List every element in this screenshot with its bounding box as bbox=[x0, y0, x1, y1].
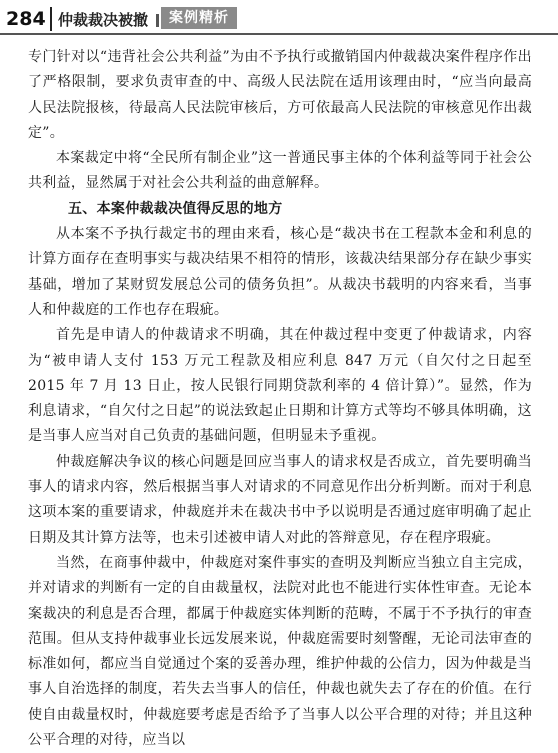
paragraph-5: 仲裁庭解决争议的核心问题是回应当事人的请求权是否成立，首先要明确当事人的请求内容，然后根据当事人对请求的不同意见作出分析判断。而对于利息这项本案的重要请求，仲裁庭并未在裁决书中予以说明是否通过庭审明确了起止日期及其计算方法等，也未引述被申请人对此的答辩意见，存在程序瑕疵。 bbox=[28, 453, 532, 546]
page-header bbox=[0, 0, 558, 40]
header-divider bbox=[50, 7, 52, 31]
header-separator bbox=[156, 14, 159, 27]
section-heading: 五、本案仲裁裁决值得反思的地方 bbox=[68, 200, 283, 217]
paragraph-1: 专门针对以“违背社会公共利益”为由不予执行或撤销国内仲裁裁决案件程序作出了严格限制，要求负责审查的中、高级人民法院在适用该理由时，“应当向最高人民法院报核，待最高人民法院审核后，方可依最高人民法院的审核意见作出裁定”。 bbox=[28, 49, 532, 141]
page-number: 284 bbox=[6, 8, 46, 30]
body-text bbox=[28, 45, 532, 753]
paragraph-6: 当然，在商事仲裁中，仲裁庭对案件事实的查明及判断应当独立自主完成，并对请求的判断有一定的自由裁量权，法院对此也不能进行实体性审查。无论本案裁决的利息是否合理，都属于仲裁庭实体判断的范畴，不属于不予执行的审查范围。但从支持仲裁事业长远发展来说，仲裁庭需要时刻警醒，无论司法审查的标准如何，都应当自觉通过个案的妥善办理，维护仲裁的公信力，因为仲裁是当事人自治选择的制度，若失去当事人的信任，仲裁也就失去了存在的价值。在行使自由裁量权时，仲裁庭要考虑是否给予了当事人以公平合理的对待；并且这种公平合理的对待，应当以 bbox=[28, 554, 532, 749]
paragraph-4: 首先是申请人的仲裁请求不明确，其在仲裁过程中变更了仲裁请求，内容为“被申请人支付 153 万元工程款及相应利息 847 万元（自欠付之日起至 2015 年 7 月 13 日止，按人民银行同期贷款利率的 4 倍计算）”。显然，作为利息请求，“自欠付之日起”的说法致起止日期和计算方式等均不够具体明确，这是当事人应当对自己负责的基础问题，但明显未予重视。 bbox=[28, 327, 532, 445]
header-rule bbox=[0, 33, 558, 35]
paragraph-2: 本案裁定中将“全民所有制企业”这一普通民事主体的个体利益等同于社会公共利益，显然属于对社会公共利益的曲意解释。 bbox=[28, 150, 532, 192]
section-tag: 案例精析 bbox=[161, 7, 237, 29]
paragraph-3: 从本案不予执行裁定书的理由来看，核心是“裁决书在工程款本金和利息的计算方面存在查明事实与裁决结果不相符的情形，该裁决结果部分存在缺少事实基础，增加了某财贸发展总公司的债务负担”。从裁决书载明的内容来看，当事人和仲裁庭的工作也存在瑕疵。 bbox=[28, 226, 532, 318]
book-title: 仲裁裁决被撤 bbox=[58, 11, 149, 29]
